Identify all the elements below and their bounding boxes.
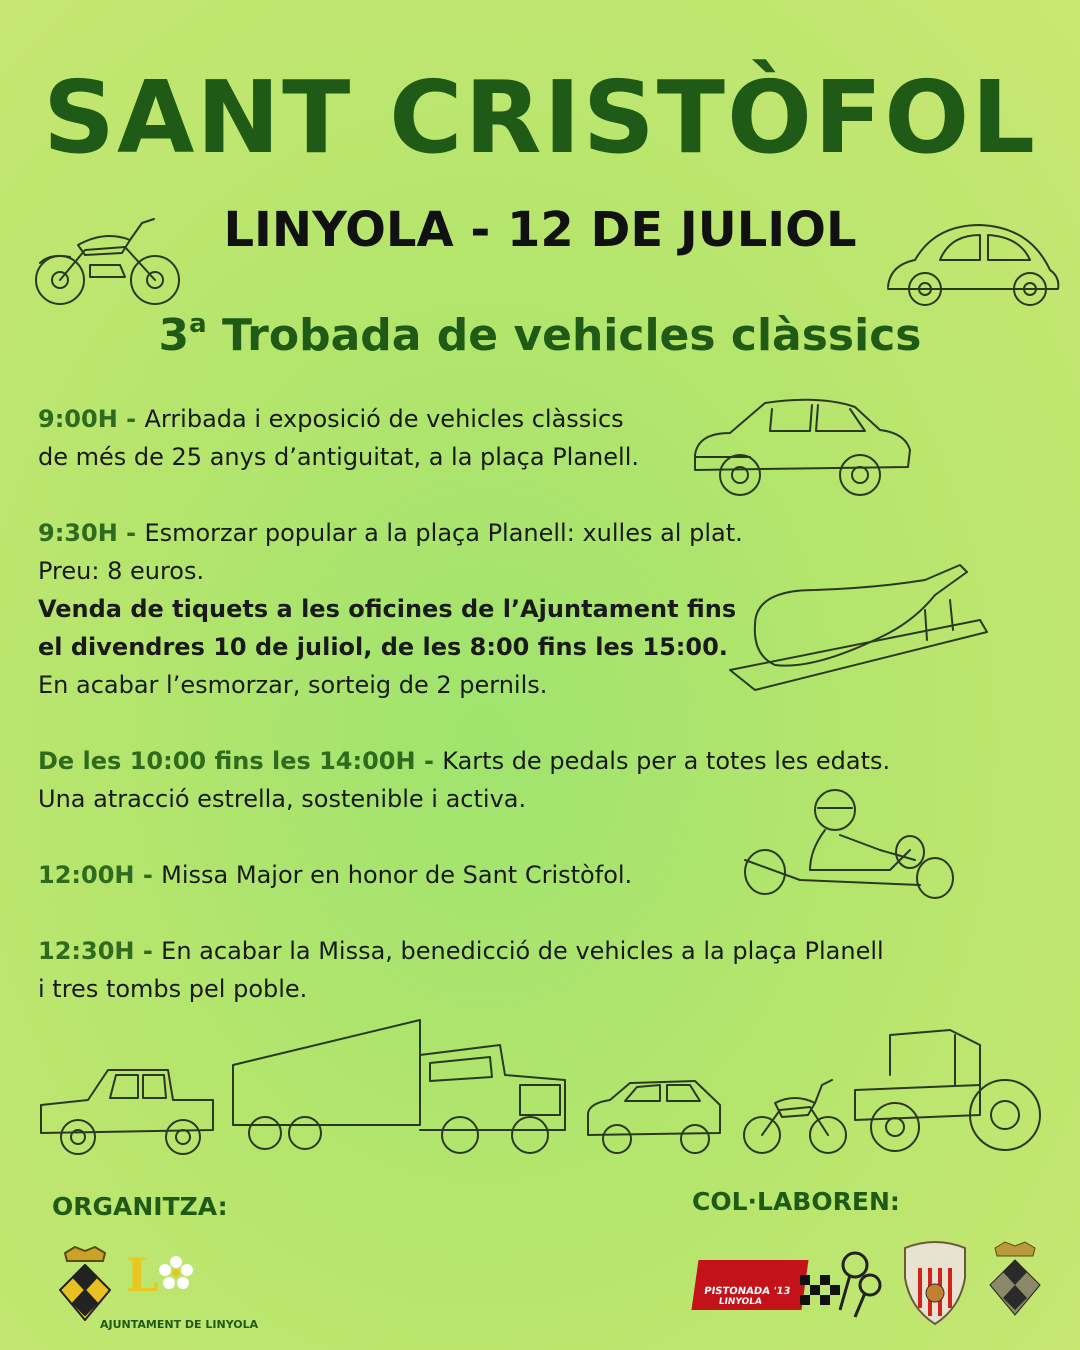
program-text: Esmorzar popular a la plaça Planell: xulles al plat.: [144, 519, 743, 547]
event-ordinal-suffix: a: [189, 309, 207, 339]
checkered-flag-icon: [795, 1245, 885, 1325]
event-ordinal: 3: [158, 310, 190, 361]
ajuntament-text: AJUNTAMENT DE LINYOLA: [100, 1318, 259, 1331]
ajuntament-logo: [120, 1248, 200, 1308]
suv-icon: [585, 1075, 725, 1160]
program-text: Karts de pedals per a totes les edats.: [442, 747, 891, 775]
page-title: SANT CRISTÒFOL: [42, 59, 1037, 176]
program-item-5: [38, 932, 884, 1008]
pistonada-subtext: LINYOLA: [717, 1297, 763, 1307]
linyola-coat-of-arms-icon: [55, 1245, 115, 1325]
program-item-4: [38, 856, 632, 894]
event-name-text: Trobada de vehicles clàssics: [206, 310, 922, 361]
organitza-label: ORGANITZA:: [52, 1192, 228, 1221]
logo-letter: L: [126, 1248, 159, 1302]
program-text: i tres tombs pel poble.: [38, 975, 308, 1003]
motorcycle-icon: [30, 205, 185, 310]
pistonada-logo: [691, 1260, 808, 1310]
program-time: 12:30H -: [38, 937, 162, 965]
program-text: En acabar l’esmorzar, sorteig de 2 pernils.: [38, 671, 548, 699]
coat-of-arms-icon: [985, 1240, 1045, 1320]
semi-truck-icon: [230, 1015, 570, 1160]
flower-icon: [156, 1254, 196, 1294]
program-item-2: [38, 514, 743, 704]
program-bold-text: el divendres 10 de juliol, de les 8:00 fins les 15:00.: [38, 633, 728, 661]
beetle-car-icon: [880, 215, 1065, 315]
program-time: 12:00H -: [38, 861, 162, 889]
collaboren-label: COL·LABOREN:: [692, 1187, 900, 1216]
program-time: 9:00H -: [38, 405, 145, 433]
chopper-icon: [740, 1075, 850, 1160]
classic-car-icon: [690, 395, 915, 505]
pickup-truck-icon: [38, 1065, 218, 1160]
program-item-1: [38, 400, 639, 476]
program-time: De les 10:00 fins les 14:00H -: [38, 747, 443, 775]
program-time: 9:30H -: [38, 519, 145, 547]
club-shield-icon: [900, 1238, 970, 1328]
program-text: Arribada i exposició de vehicles clàssics: [144, 405, 624, 433]
tractor-icon: [850, 1015, 1045, 1160]
program-text: Preu: 8 euros.: [38, 557, 205, 585]
pistonada-text: PISTONADA '13: [703, 1286, 792, 1297]
program-text: Una atracció estrella, sostenible i activa.: [38, 785, 527, 813]
program-text: En acabar la Missa, benedicció de vehicles a la plaça Planell: [161, 937, 884, 965]
program-bold-text: Venda de tiquets a les oficines de l’Ajuntament fins: [38, 595, 737, 623]
program-text: de més de 25 anys d’antiguitat, a la plaça Planell.: [38, 443, 639, 471]
event-date-location: LINYOLA - 12 DE JULIOL: [223, 202, 857, 258]
kart-icon: [740, 780, 960, 900]
ham-icon: [725, 560, 995, 700]
program-text: Missa Major en honor de Sant Cristòfol.: [161, 861, 633, 889]
